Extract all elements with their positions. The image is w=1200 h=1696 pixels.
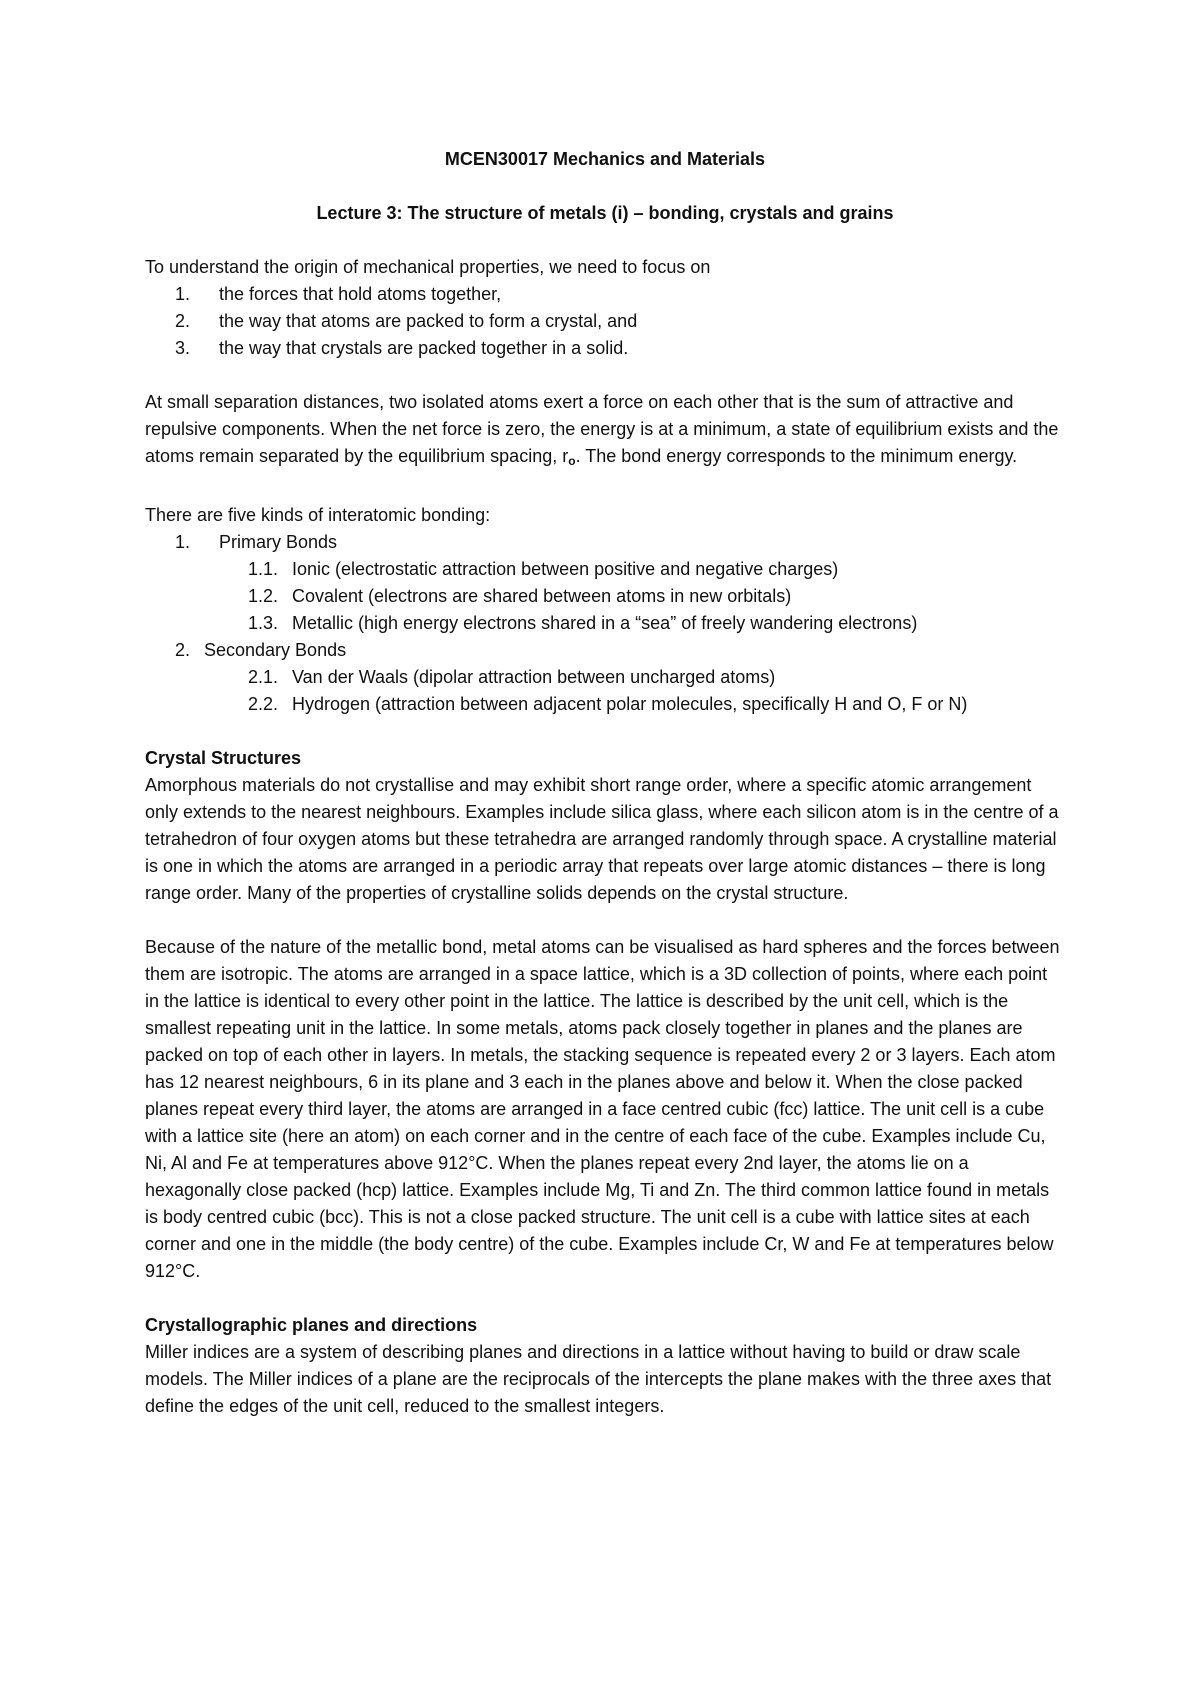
bonding-lead: There are five kinds of interatomic bonding: — [145, 505, 491, 525]
bonding-list-continued — [145, 637, 1065, 664]
document-title: MCEN30017 Mechanics and Materials — [444, 149, 766, 169]
list-number: 2.1. — [248, 667, 279, 687]
list-number: 2.2. — [248, 694, 279, 714]
crystal-structures-paragraph-2: Because of the nature of the metallic bond, metal atoms can be visualised as hard spheres and the forces between them are isotropic. The atoms are arranged in a space lattice, which is a 3D collection of points, where each point in the lattice is identical to every other point in the lattice. The lattice is described by the unit cell, which is the smallest repeating unit in the lattice. In some metals, atoms pack closely together in planes and the planes are packed on top of each other in layers. In metals, the stacking sequence is repeated every 2 or 3 layers. Each atom has 12 nearest neighbours, 6 in its plane and 3 each in the planes above and below it. When the close packed planes repeat every third layer, the atoms are arranged in a face centred cubic (fcc) lattice. The unit cell is a cube with a lattice site (here an atom) on each corner and in the centre of each face of the cube. Examples include Cu, Ni, Al and Fe at temperatures above 912°C. When the planes repeat every 2nd layer, the atoms lie on a hexagonally close packed (hcp) lattice. Examples include Mg, Ti and Zn. The third common lattice found in metals is body centred cubic (bcc). This is not a close packed structure. The unit cell is a cube with lattice sites at each corner and one in the middle (the body centre) of the cube. Examples include Cr, W and Fe at temperatures below 912°C. — [145, 937, 1060, 1281]
list-item — [145, 556, 1065, 583]
list-item — [145, 583, 1065, 610]
list-number: 1.3. — [248, 613, 279, 633]
lecture-subtitle: Lecture 3: The structure of metals (i) – bonding, crystals and grains — [316, 203, 894, 223]
list-text: Metallic (high energy electrons shared in a “sea” of freely wandering electrons) — [292, 613, 918, 633]
list-number: 2. — [175, 311, 191, 331]
list-number: 2. — [175, 640, 191, 660]
primary-bonds-label: Primary Bonds — [219, 532, 338, 552]
secondary-bonds-item — [145, 637, 1065, 664]
bonding-list — [145, 529, 1065, 556]
list-item — [145, 664, 1065, 691]
list-number: 1. — [175, 532, 191, 552]
list-text: Van der Waals (dipolar attraction between uncharged atoms) — [292, 667, 776, 687]
separation-text-after: . The bond energy corresponds to the minimum energy. — [575, 446, 1018, 466]
crystal-structures-paragraph-1: Amorphous materials do not crystallise and may exhibit short range order, where a specific atomic arrangement only extends to the nearest neighbours. Examples include silica glass, where each silicon atom is in the centre of a tetrahedron of four oxygen atoms but these tetrahedra are arranged randomly through space. A crystalline material is one in which the atoms are arranged in a periodic array that repeats over large atomic distances – there is long range order. Many of the properties of crystalline solids depends on the crystal structure. — [145, 775, 1059, 903]
list-text: Ionic (electrostatic attraction between positive and negative charges) — [292, 559, 839, 579]
list-item — [145, 610, 1065, 637]
list-text: Covalent (electrons are shared between atoms in new orbitals) — [292, 586, 792, 606]
list-number: 3. — [175, 338, 191, 358]
separation-paragraph — [145, 389, 1065, 475]
crystal-structures-heading: Crystal Structures — [145, 748, 302, 768]
crystallographic-paragraph: Miller indices are a system of describing planes and directions in a lattice without having to build or draw scale models. The Miller indices of a plane are the reciprocals of the intercepts the plane makes with the three axes that define the edges of the unit cell, reduced to the smallest integers. — [145, 1342, 1052, 1416]
list-item — [145, 691, 1065, 718]
list-text: the way that crystals are packed together in a solid. — [219, 338, 629, 358]
crystallographic-heading: Crystallographic planes and directions — [145, 1315, 478, 1335]
document-body — [145, 146, 1065, 1420]
list-text: the way that atoms are packed to form a crystal, and — [219, 311, 638, 331]
list-item — [145, 335, 1065, 362]
list-number: 1. — [175, 284, 191, 304]
separation-text-before: At small separation distances, two isolated atoms exert a force on each other that is the sum of attractive and repulsive components. When the net force is zero, the energy is at a minimum, a state of equilibrium exists and the atoms remain separated by the equilibrium spacing, r — [145, 392, 1059, 466]
list-number: 1.1. — [248, 559, 279, 579]
list-item — [145, 281, 1065, 308]
list-text: Hydrogen (attraction between adjacent polar molecules, specifically H and O, F or N) — [292, 694, 968, 714]
equilibrium-subscript: o — [568, 454, 576, 468]
secondary-bonds-sublist — [145, 664, 1065, 718]
intro-list — [145, 281, 1065, 362]
list-text: the forces that hold atoms together, — [219, 284, 502, 304]
intro-lead: To understand the origin of mechanical properties, we need to focus on — [145, 257, 711, 277]
primary-bonds-sublist — [145, 556, 1065, 637]
primary-bonds-item — [145, 529, 1065, 556]
secondary-bonds-label: Secondary Bonds — [204, 640, 347, 660]
list-item — [145, 308, 1065, 335]
list-number: 1.2. — [248, 586, 279, 606]
